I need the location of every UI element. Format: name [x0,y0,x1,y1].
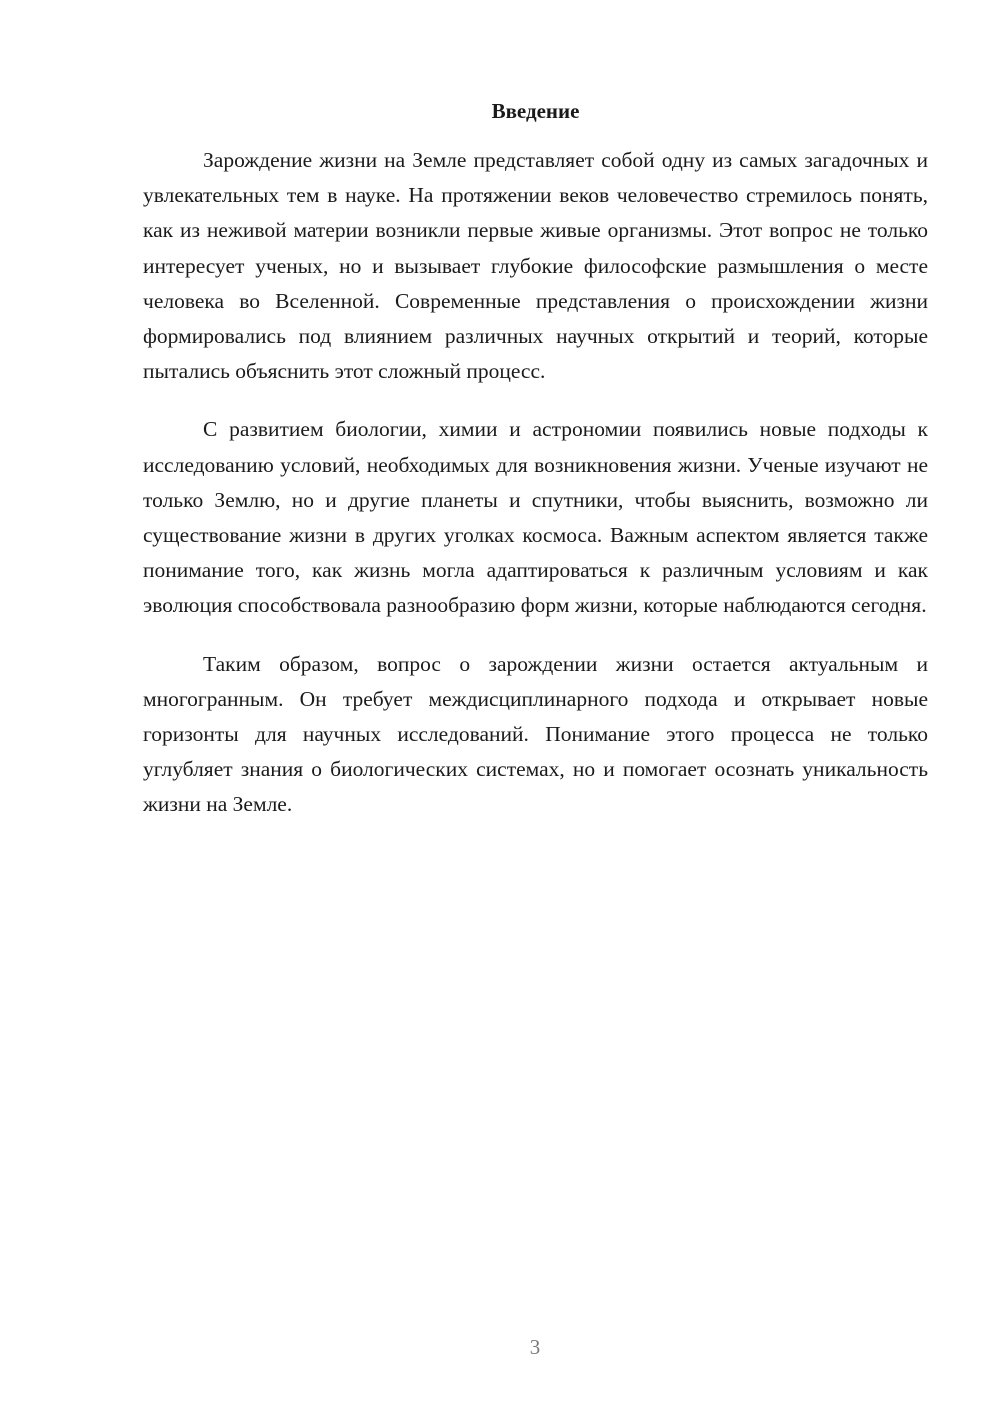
section-heading: Введение [491,99,580,123]
page-number: 3 [529,1335,541,1359]
paragraph-3: Таким образом, вопрос о зарождении жизни остается актуальным и многогранным. Он требует междисциплинарного подхода и открывает новые горизонты для научных исследований. Понимание этого процесса не только углубляет знания о биологических системах, но и помогает осознать уникальность жизни на Земле. [143,651,928,817]
body-text [143,143,928,846]
paragraph-1: Зарождение жизни на Земле представляет собой одну из самых загадочных и увлекательных тем в науке. На протяжении веков человечество стремилось понять, как из неживой материи возникли первые живые организмы. Этот вопрос не только интересует ученых, но и вызывает глубокие философские размышления о месте человека во Вселенной. Современные представления о происхождении жизни формировались под влиянием различных научных открытий и теорий, которые пытались объяснить этот сложный процесс. [143,148,928,384]
paragraph-2: С развитием биологии, химии и астрономии появились новые подходы к исследованию условий, необходимых для возникновения жизни. Ученые изучают не только Землю, но и другие планеты и спутники, чтобы выяснить, возможно ли существование жизни в других уголках космоса. Важным аспектом является также понимание того, как жизнь могла адаптироваться к различным условиям и как эволюция способствовала разнообразию форм жизни, которые наблюдаются сегодня. [143,417,928,618]
